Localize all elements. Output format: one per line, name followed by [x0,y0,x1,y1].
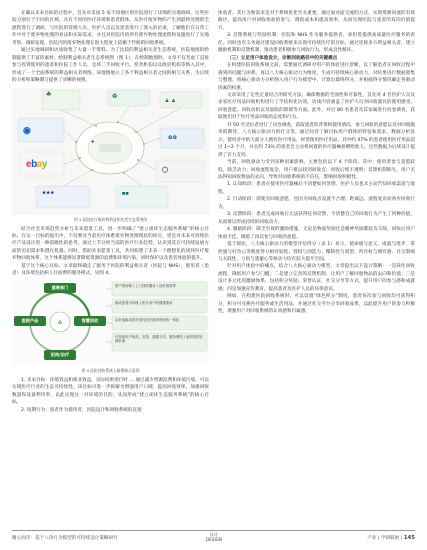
note-text: 以价值驱动的开放性医疗废弃物回收一体化 [115,317,180,322]
node-label: 医院产品 [21,317,39,323]
hub-label-bg [99,144,121,152]
recycler-logo: ♻ [112,93,118,100]
hospital-icon: ✚ [91,138,95,144]
ecosystem-diagram [12,88,209,215]
government-logo: ★★★ [42,189,55,195]
recycle-platform-logo: ♻♻ [168,134,177,141]
paragraph: 2. 行动阶段：即使有回收意愿，也因为回收点设置不合理、距离远、流程复杂而放弃回收行为。 [218,197,415,210]
stakeholder-box [160,128,204,148]
node-label: 慈善部门 [51,284,69,290]
paragraph: 针对用户体验中的痛点，结合八大核心驱动力模型，文章提出以下设计策略：一是简化回收流程，降低用户参与门槛；二是建立完善的反馈机制，让用户了解回收物品的去向和价值；三是设计多元化的激励体系，包括积分奖励、荣誉认证、社交分享等方式，提升用户的参与感和成就感；四是加强宣传教育，提高患者及医护人员的环保意识。 [218,264,415,292]
ebay-logo: ebay [26,158,47,170]
running-title: 精心而序：基于八角行为模型的可持续设计策略研究 [12,536,118,541]
left-column [12,10,209,414]
paragraph: 2. 短期行为：患者作为使用者，医院设计和回收系统的直接 [21,407,142,413]
journal-name-en: DESIGN [205,537,223,542]
figure-caption: 图 1 医院医疗废弃物利益相关者生态系统图 [73,216,148,222]
paragraph: 在构建医院回收系统之前，需要通过调研对用户的体验进行诊断，以了解患者在回收过程中遇到的问题与困难。再以八大核心驱动力为维度，生成可持续核心驱动力，对结果进行数据收集与整理，将核心驱动力分析纳入用户行为模型中，计算出最终得分，并根据得分情况确定各驱动因素的权重。 [218,63,415,91]
paragraph: 基于这个核心目标，文章最终确定了服务于医院的利益相关者（医院与 NHS），使用者（患者）及环境包括病人住宿费的服务模式，见图 4。 [12,263,209,277]
note-text: 资产的转移 / 上门回收服务 / 及时消毒等 [115,283,176,288]
paragraph: 1. 未来目标：环境效益和商业效益，实际结果进行时 … 通过减少资源浪费和环境污染，可以实现医疗行业的生态可持续性。该目标可进一步拆解为增强用户口碑、提高回收效率、加强回收数量和设备利用率，以此实现这一对环境的目的。从而形成“建立闭环生态服务系统”的核心目标。 [12,377,209,406]
right-column [218,10,415,316]
recycling-strategy-figure [12,280,209,366]
footer-divider [12,530,415,531]
note-text: 可持续用户组织、宣传、数据分享、服务网络 / 组织性的长期价值 [115,334,204,344]
service-logo: ■■ [122,190,129,197]
section-label: 产业 | 学研联展 | [367,536,403,541]
journal-logo [196,532,232,542]
page-number: 145 [403,535,415,541]
recycle-icon: ♻ [57,319,63,326]
paragraph: 在确认未来目标的过程中，首先对美国 5 家不同地区的医院进行了详细的实地调研。这些医院分别位于不同的区域，具有不同的医疗环境和患者群体。从医疗废弃物的产生到最终处理的全流程进行了调研，与医院的管理人员、医护人员以及患者进行了深入的访谈，了解他们在日常工作中对于废弃物处理的看法和实际需求，并且对医院内的所有废弃物处理流程和设施进行了实地考察。调研发现，医院内的废弃物处理在很大程度上依赖于传统的回收系统。 [12,11,209,46]
paragraph: 通过实地调研和访谈收集了大量一手资料。为了比较的利益相关者生态系统，医院地图的绘制提供了丰富的素材。绘制利益相关者生态系统图（图 1），在绘制地图时，文章不仅考虑了直接参与投资使用的患者和医院工作人员，且将二手回收平台、慈善机构以及政府机构等纳入其中，形成了一个全面系统的利益相关者网络。该地图展示了各个利益相关者之间的相互关系，为后续的分析和策略制订提供了清晰的视图。 [12,48,209,84]
figure-caption: 图 4 医院回收系统入路策略示意图 [81,367,140,373]
stakeholder-box [36,186,90,208]
paragraph: 体验者。其行为和需求是对于系统优化至关重要。通过面对面交流的方式，实现资源回流的有效路径，提高用户对回收体验的参与，降低成本和提高效率，从而实现医院与患者的双向价值提升。 [218,11,415,31]
paragraph: 3. 反馈系统与奖励机制：医院和 NHS 作为服务提供者，承担着提供高质量医疗服务的责任。同时也有义务通过建设回收系统来实现可持续医疗的目标。通过连接多方利益相关者，建立激励机制和反馈机制，推动患者积极参与回收行为，形成良性循环。 [218,33,415,54]
paragraph: 结合社会市场趋势分析与未来愿景工具，进一步明确了“建立闭环生态服务系统”的核心目标。在这一目标的提出中，不仅要对当前医疗体系废弃物处理现状的回应，更是对未来可持续医疗产品设计的一种前瞻性的思考。通过上节分析当前的医疗行业趋势，认识到其在可持续发展方面的迫切需求和潜在机遇。同时，借助未来愿景工具，共同构想了未来一个理想化的闭环医疗废弃物回收体系，这个体系能够显著降低资源的浪费和环境污染，同时保护以及患者体验的提升。 [12,226,209,262]
section-heading: （三）立足用户体验设计，诊断回收路径中的关键痛点 [227,55,338,61]
paragraph: 4. 激励阶段：缺乏有效的激励措施，无论是物质奖励还是精神奖励都较为欠缺，回收后用户体验不佳，降低了再次参与回收的意愿。 [218,227,415,240]
retailer-logo: ▲▲ [164,97,177,104]
charity-logo: ☘ [46,91,52,98]
paragraph: 当前，回收驱动力受到多种因素影响，主要包括以下 4 个阶段。其中：使用者参与意愿较低，缺乏动力；回收流程复杂，用户难以找到回收点；回收后续不透明；反馈机制缺失，用户无法得知回收物品的去向，导致对回收系统的不信任，影响回收积极性。 [218,160,415,180]
note-text: 推动患者可持续 / 医疗用户的健康需求 [115,300,173,305]
page-footer [0,530,427,550]
wrap-logo: ◉ [23,124,31,135]
zero-waste-logo: ◯ [162,166,169,173]
stakeholder-ecosystem-figure [12,88,209,215]
paragraph: 文章采用了定性定量结合的研究方法，确保数据的全面性和可靠性。首先对 4 名医护人员及多家医疗用品回收机构进行了半结构化访谈，访谈内容涵盖了医护人员对回收器具的使用感受、回收意愿、回收动机以及面临的障碍等方面。此外，对近 80 名患者及其家属进行问卷调查，获取他们对于医疗用品回收的态度和行为。 [218,92,415,121]
journal-name-cn: 设计 [209,532,219,537]
paragraph: 基于现状，八大核心驱动力的模型评估得分（表 1）显示，使命感与意义、成就与进步、掌控感与好奇心等维度得分相对较低；授权与创造力、稀缺性与渴望、所有权与拥有感、社交影响与关联性、亏损与逃避心等驱动力均有较大提升空间。 [218,242,415,262]
paragraph: 对 50 名受访者进行了问卷调查，获取患者的背景和使用情况、参与回收的意愿以及对回收服务的期待，八大核心驱动力的打分等。通过问卷了解目标用户群体的特征和需求。数据分析显示，使用者中的大部分人拥有医疗用品，经常使用医疗用品，其中约 47% 的患者使用医疗用品超过 1~2 个月，并且约 73% 的患者会主动将闲置的医疗器械捐赠给他人。这些数据为后续设计提供了有力支持。 [218,122,415,158]
node-label: 机构/治疗 [50,351,70,357]
paragraph: 1. 认知阶段：患者在使用医疗器械后不清楚如何处理，医护人员也未主动告知回收渠道与流程。 [218,182,415,195]
paragraph: 3. 反馈阶段：患者完成回收后无法获得任何反馈，不清楚自己的回收行为产生了何种价值，从而难以形成持续的回收动力。 [218,212,415,225]
node-label: 智慧回收 [81,317,99,323]
section-and-page [367,535,415,541]
paragraph: 例如，在构建医院回收系统时，可以设置“绿色积分”制度，患者每次参与回收均可获得积分，积分可兑换医疗服务或生活用品，并通过社交平台分享回收成果，以此提升用户的参与积极性，增强用户对回收系统的认同感和归属感。 [218,294,415,315]
